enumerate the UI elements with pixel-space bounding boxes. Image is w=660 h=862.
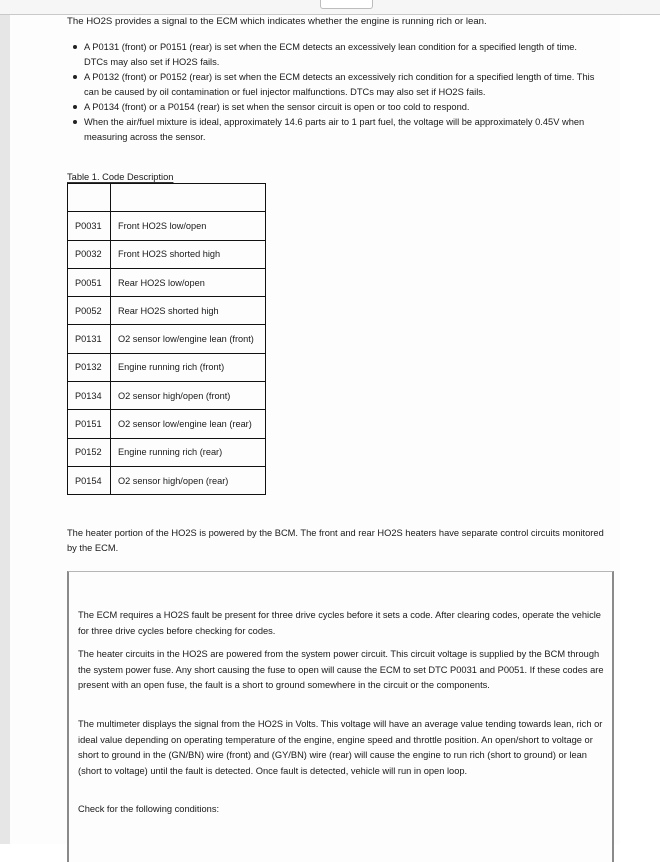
description-cell: Rear HO2S shorted high [111, 297, 266, 325]
note-paragraph-heater-circuits: The heater circuits in the HO2S are powered from the system power circuit. This circuit voltage is supplied by the BCM through the system power fuse. Any short causing the fuse to open will cause the ECM to set DTC P0031 and P0051. If these codes are present with an open fuse, the fault is a short to ground somewhere in the circuit or the components. [78, 649, 604, 690]
note-paragraph-drive-cycles: The ECM requires a HO2S fault be present for three drive cycles before it sets a code. After clearing codes, operate the vehicle for three drive cycles before checking for codes. [78, 610, 601, 636]
diagnostic-note-box [67, 571, 614, 862]
code-cell: P0052 [68, 297, 111, 325]
dtc-bullet-list [68, 40, 598, 145]
description-cell: Engine running rich (front) [111, 353, 266, 381]
code-cell: P0152 [68, 438, 111, 466]
description-cell: Engine running rich (rear) [111, 438, 266, 466]
heater-note-paragraph: The heater portion of the HO2S is powered by the BCM. The front and rear HO2S heaters have separate control circuits monitored by the ECM. [67, 528, 604, 553]
bullet-item: A P0134 (front) or a P0154 (rear) is set when the sensor circuit is open or too cold to respond. [68, 100, 598, 115]
bullet-item: When the air/fuel mixture is ideal, approximately 14.6 parts air to 1 part fuel, the voltage will be approximately 0.45V when measuring across the sensor. [68, 115, 598, 145]
table-row [68, 240, 266, 268]
code-cell: P0151 [68, 410, 111, 438]
description-cell: O2 sensor low/engine lean (rear) [111, 410, 266, 438]
note-paragraph-check-conditions: Check for the following conditions: [78, 804, 220, 814]
description-cell: Front HO2S shorted high [111, 240, 266, 268]
description-cell: Front HO2S low/open [111, 212, 266, 240]
code-description-table [67, 183, 266, 495]
code-cell: P0132 [68, 353, 111, 381]
bullet-item: A P0132 (front) or P0152 (rear) is set when the ECM detects an excessively rich condition for a specified length of time. This can be caused by oil contamination or fuel injector malfunctions. DTCs may also set if HO2S fails. [68, 70, 598, 100]
table-row [68, 382, 266, 410]
description-cell: Rear HO2S low/open [111, 268, 266, 296]
table-row [68, 410, 266, 438]
bullet-item: A P0131 (front) or P0151 (rear) is set when the ECM detects an excessively lean condition for a specified length of time. DTCs may also set if HO2S fails. [68, 40, 598, 70]
table-row [68, 212, 266, 240]
code-cell: P0154 [68, 466, 111, 494]
table-row [68, 268, 266, 296]
header-cell-code [68, 184, 111, 212]
code-cell: P0051 [68, 268, 111, 296]
table-row [68, 466, 266, 494]
table-row [68, 438, 266, 466]
left-margin-strip [0, 15, 10, 844]
note-paragraph-multimeter: The multimeter displays the signal from the HO2S in Volts. This voltage will have an average value tending towards lean, rich or ideal value depending on operating temperature of the engine, engine speed and throttle position. An open/short to voltage or short to ground in the (GN/BN) wire (front) and (GY/BN) wire (rear) will cause the engine to run rich (short to ground) or lean (short to voltage) until the fault is detected. Once fault is detected, vehicle will run in open loop. [78, 719, 603, 776]
intro-paragraph: The HO2S provides a signal to the ECM which indicates whether the engine is running rich or lean. [67, 16, 487, 27]
code-cell: P0031 [68, 212, 111, 240]
description-cell: O2 sensor high/open (rear) [111, 466, 266, 494]
table-caption: Table 1. Code Description [67, 172, 174, 182]
code-cell: P0032 [68, 240, 111, 268]
table-row [68, 297, 266, 325]
top-bar [0, 0, 660, 15]
code-cell: P0134 [68, 382, 111, 410]
header-cell-description [111, 184, 266, 212]
table-row [68, 325, 266, 353]
code-cell: P0131 [68, 325, 111, 353]
description-cell: O2 sensor low/engine lean (front) [111, 325, 266, 353]
collapse-handle-tab[interactable] [320, 0, 373, 9]
table-row [68, 353, 266, 381]
description-cell: O2 sensor high/open (front) [111, 382, 266, 410]
table-header-row [68, 184, 266, 212]
